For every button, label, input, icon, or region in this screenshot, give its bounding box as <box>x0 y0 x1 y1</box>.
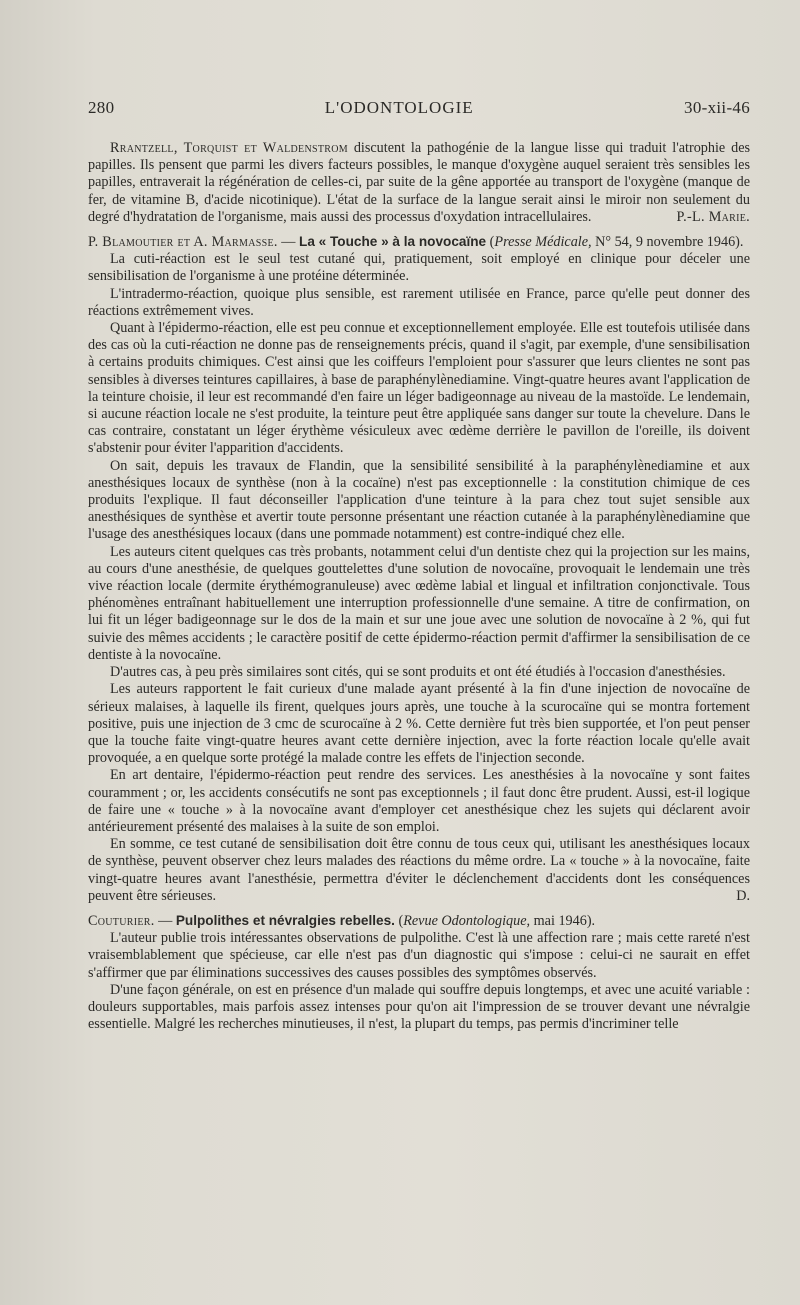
page-body <box>88 140 750 1033</box>
article-2-paragraph: Les auteurs rapportent le fait curieux d'une malade ayant présenté à la fin d'une injection de novocaïne de sérieux malaises, à laquelle ils firent, quelques jours après, une touche à la scurocaïne qui se montra fortement positive, puis une injection de 3 cmc de scurocaïne à 2 %. Cette dernière fut très bien supportée, et l'on peut penser que la touche faite vingt-quatre heures avant cette dernière injection, avec la forte réaction locale qu'elle avait provoquée, a en quelque sorte protégé la malade contre les effets de l'injection seconde. <box>88 681 750 767</box>
article-2-source: Presse Médicale, <box>494 234 592 251</box>
article-2-paragraph: Les auteurs citent quelques cas très probants, notamment celui d'un dentiste chez qui la projection sur les mains, au cours d'une anesthésie, de quelques gouttelettes d'une solution de novocaïne, provoquait le lendemain une très vive réaction locale (dermite érythémogranuleuse) avec œdème labial et lingual et infiltration conjonctivale. Tous phénomènes entraînant habituellement une interruption professionnelle d'une semaine. A titre de confirmation, on lui fit un léger badigeonnage sur le dos de la main et sur une joue avec une solution de novocaïne à 2 %, qui fut suivie des mêmes accidents ; le caractère positif de cette épidermo-réaction permit d'affirmer la sensibilisation de ce dentiste à la novocaïne. <box>88 543 750 663</box>
issue-date: 30-xii-46 <box>684 98 750 117</box>
article-2-paragraph: La cuti-réaction est le seul test cutané qui, pratiquement, soit employé en clinique pour déceler une sensibilisation de l'organisme à une protéine déterminée. <box>88 251 750 285</box>
article-2-paragraph: On sait, depuis les travaux de Flandin, que la sensibilité sensibilité à la paraphénylènediamine et aux anesthésiques locaux de synthèse (non à la cocaïne) n'est pas exceptionnelle : la constitution chimique de ces produits l'explique. Il faut déconseiller l'application d'une teinture à la para chez tout sujet sensible aux anesthésiques de synthèse et avertir toute personne présentant une réaction cutanée à la paraphénylènediamine que l'usage des anesthésiques locaux (dans une pommade notamment) est contre-indiqué chez elle. <box>88 457 750 543</box>
journal-title: L'ODONTOLOGIE <box>324 98 474 117</box>
article-3-paragraph: D'une façon générale, on est en présence d'un malade qui souffre depuis longtemps, et avec une acuité variable : douleurs supportables, mais parfois assez intenses pour qu'on ait l'impression de se trouver devant une névralgie essentielle. Malgré les recherches minutieuses, il n'est, la plupart du temps, pas permis d'incriminer telle <box>88 981 750 1033</box>
article-3-authors: Couturier. <box>88 912 155 929</box>
article-1-signature: P.-L. Marie. <box>676 208 750 225</box>
article-3-heading: Couturier. — Pulpolithes et névralgies rebelles. (Revue Odontologique, mai 1946). <box>88 912 596 929</box>
article-1-text <box>88 140 750 226</box>
article-2-title: La « Touche » à la novocaïne <box>299 234 487 250</box>
article-2-paragraph: En art dentaire, l'épidermo-réaction peut rendre des services. Les anesthésies à la novocaïne y sont faites couramment ; or, les accidents consécutifs ne sont pas exceptionnels ; il faut donc être prudent. Aussi, est-il logique de faire une « touche » à la novocaïne avant d'employer cet anesthésique chez les sujets qui déclarent avoir antérieurement présenté des malaises à la suite de son emploi. <box>88 767 750 835</box>
article-1-body: discutent la pathogénie de la langue lisse qui traduit l'atrophie des papilles. Ils pensent que parmi les divers facteurs possibles, le manque d'oxygène auquel seraient très sensibles les papilles, entraverait la régénération de celles-ci, par suite de la gêne apportée au transport de l'oxygène (manque de fer, de vitamine B, d'acide nicotinique). L'état de la surface de la langue serait ainsi le miroir non seulement du degré d'hydratation de l'organisme, mais aussi des processus d'oxydation intracellulaires. <box>88 140 751 225</box>
article-3-paragraph: L'auteur publie trois intéressantes observations de pulpolithe. C'est là une affection rare ; mais cette rareté n'est vraisemblablement que spécieuse, car elle n'est pas d'un diagnostic qui s'impose : celui-ci ne saurait en effet s'affirmer que par éliminations successives des causes possibles des symptômes observés. <box>88 930 750 981</box>
article-1-authors: Rrantzell, Torquist et Waldenstrom <box>110 140 348 156</box>
article-2-paragraph: D'autres cas, à peu près similaires sont cités, qui se sont produits et ont été étudiés à l'occasion d'anesthésies. <box>110 664 726 681</box>
page-number: 280 <box>88 98 115 117</box>
article-2-paragraph: L'intradermo-réaction, quoique plus sensible, est rarement utilisée en France, parce qu'elle peut donner des réactions extrêmement vives. <box>88 285 750 319</box>
article-2-conclusion: En somme, ce test cutané de sensibilisation doit être connu de tous ceux qui, utilisant les anesthésiques locaux de synthèse, peuvent observer chez leurs malades des réactions du même ordre. La « touche » à la novocaïne, faite vingt-quatre heures avant l'anesthésie, permettra d'éviter le déclenchement d'accidents dont les conséquences peuvent être sérieuses. <box>88 836 750 904</box>
article-2-paragraph: Quant à l'épidermo-réaction, elle est peu connue et exceptionnellement employée. Elle est toutefois utilisée dans des cas où la cuti-réaction ne donne pas de renseignements précis, quand il s'agit, par exemple, d'une sensibilisation à certains produits chimiques. C'est ainsi que les coiffeurs l'emploient pour s'assurer que leurs clientes ne sont pas sensibles à diverses teintures capillaires, à base de paraphénylènediamine. Vingt-quatre heures avant l'application de la teinture choisie, il leur est recommandé d'en faire un léger badigeonnage au niveau de la mastoïde. Le lendemain, si aucune réaction locale ne s'est produite, la teinture peut être appliquée sans danger sur toute la chevelure. Dans le cas contraire, constatant un léger érythème vésiculeux avec œdème derrière le pavillon de l'oreille, ils doivent s'abstenir pour éviter l'apparition d'accidents. <box>88 320 750 457</box>
article-3-dash: — <box>154 912 176 929</box>
article-2-dash: — <box>277 234 300 251</box>
running-header <box>88 98 750 118</box>
article-2-last-paragraph <box>88 836 750 905</box>
article-2-authors: P. Blamoutier et A. Marmasse. <box>88 234 278 251</box>
article-3-title: Pulpolithes et névralgies rebelles. <box>175 912 395 928</box>
article-2-signature: D. <box>736 887 750 904</box>
article-2-heading: P. Blamoutier et A. Marmasse. — La « Touche » à la novocaïne (Presse Médicale, N° 54, 9 novembre 1946). <box>88 234 744 251</box>
article-3-source: Revue Odontologique, <box>403 912 531 929</box>
article-3-ref: mai 1946). <box>533 912 596 929</box>
article-2-ref: N° 54, 9 novembre 1946). <box>595 234 744 251</box>
